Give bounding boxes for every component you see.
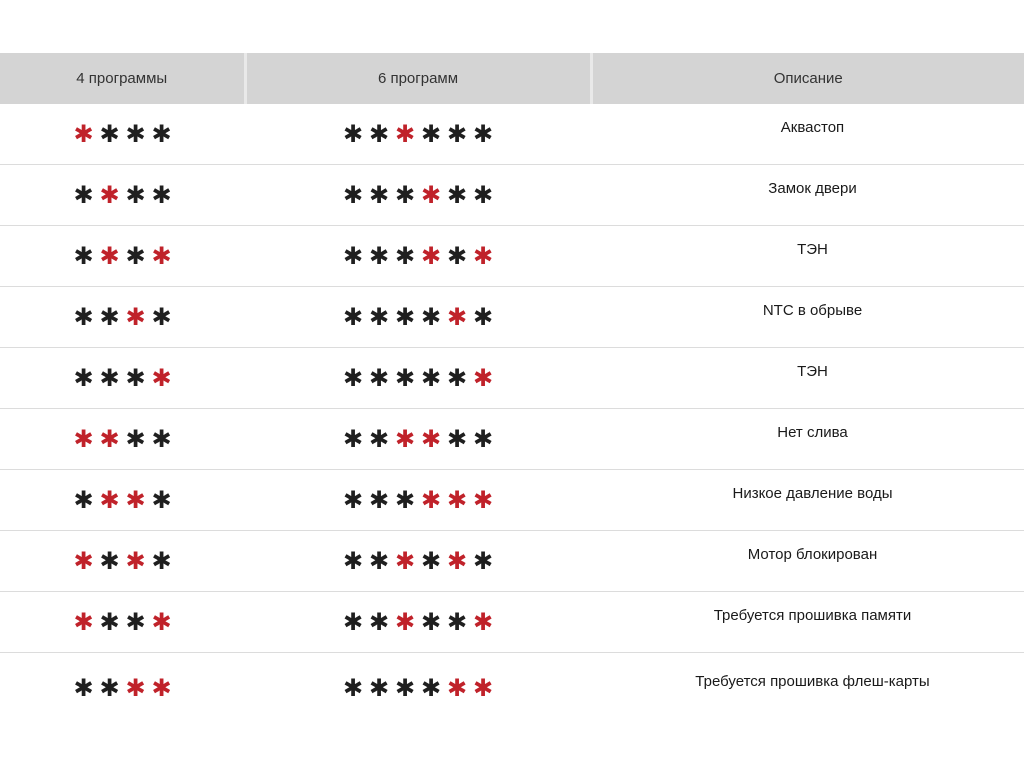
cell-6-programs [245,165,591,226]
lamp-off-icon: ✱ [151,119,172,148]
error-description: ТЭН [797,241,828,258]
error-description: Низкое давление воды [732,485,893,502]
lamp-on-icon: ✱ [125,546,146,575]
cell-4-programs [0,531,245,592]
lamp-on-icon: ✱ [99,424,120,453]
lamp-on-icon: ✱ [73,607,94,636]
lamp-on-icon: ✱ [446,302,468,331]
indicator-lamps [73,302,172,331]
lamp-off-icon: ✱ [420,607,442,636]
lamp-off-icon: ✱ [342,673,364,702]
lamp-off-icon: ✱ [125,241,146,270]
cell-description [591,226,1024,287]
lamp-off-icon: ✱ [73,363,94,392]
lamp-off-icon: ✱ [342,302,364,331]
cell-6-programs [245,470,591,531]
lamp-on-icon: ✱ [472,241,494,270]
table-row [0,409,1024,470]
lamp-off-icon: ✱ [342,180,364,209]
lamp-off-icon: ✱ [151,180,172,209]
cell-4-programs [0,226,245,287]
lamp-off-icon: ✱ [368,607,390,636]
lamp-on-icon: ✱ [394,607,416,636]
lamp-on-icon: ✱ [73,424,94,453]
error-description: ТЭН [797,363,828,380]
lamp-off-icon: ✱ [394,673,416,702]
lamp-off-icon: ✱ [420,673,442,702]
cell-description [591,287,1024,348]
lamp-off-icon: ✱ [472,546,494,575]
lamp-off-icon: ✱ [472,180,494,209]
lamp-on-icon: ✱ [394,424,416,453]
cell-4-programs [0,470,245,531]
lamp-on-icon: ✱ [73,546,94,575]
cell-description [591,165,1024,226]
cell-6-programs [245,409,591,470]
indicator-lamps [342,673,494,702]
indicator-lamps [342,363,494,392]
lamp-on-icon: ✱ [151,673,172,702]
lamp-on-icon: ✱ [73,119,94,148]
lamp-on-icon: ✱ [472,363,494,392]
header-row [0,53,1024,104]
cell-6-programs [245,226,591,287]
cell-description [591,653,1024,724]
cell-4-programs [0,165,245,226]
cell-4-programs [0,104,245,165]
cell-4-programs [0,409,245,470]
cell-4-programs [0,592,245,653]
cell-description [591,592,1024,653]
table-body [0,104,1024,723]
lamp-off-icon: ✱ [368,485,390,514]
lamp-on-icon: ✱ [151,241,172,270]
indicator-lamps [342,180,494,209]
indicator-lamps [73,241,172,270]
lamp-on-icon: ✱ [125,302,146,331]
error-description: Требуется прошивка памяти [713,607,912,624]
lamp-off-icon: ✱ [368,241,390,270]
header-6-programs: 6 программ [245,53,591,104]
lamp-off-icon: ✱ [99,673,120,702]
header-description: Описание [591,53,1024,104]
cell-description [591,470,1024,531]
lamp-off-icon: ✱ [151,485,172,514]
cell-4-programs [0,653,245,724]
table-row [0,592,1024,653]
lamp-off-icon: ✱ [472,302,494,331]
cell-6-programs [245,287,591,348]
table-row [0,104,1024,165]
table-row [0,653,1024,724]
table-row [0,470,1024,531]
indicator-lamps [342,119,494,148]
lamp-off-icon: ✱ [125,607,146,636]
lamp-on-icon: ✱ [394,119,416,148]
error-codes-table [0,53,1024,723]
lamp-off-icon: ✱ [73,485,94,514]
indicator-lamps [73,673,172,702]
lamp-on-icon: ✱ [151,607,172,636]
header-4-programs: 4 программы [0,53,245,104]
lamp-off-icon: ✱ [394,485,416,514]
table-header [0,53,1024,104]
lamp-off-icon: ✱ [394,302,416,331]
table-row [0,226,1024,287]
cell-6-programs [245,653,591,724]
lamp-on-icon: ✱ [125,673,146,702]
lamp-off-icon: ✱ [368,302,390,331]
lamp-off-icon: ✱ [99,607,120,636]
indicator-lamps [342,607,494,636]
lamp-off-icon: ✱ [446,241,468,270]
cell-4-programs [0,287,245,348]
lamp-off-icon: ✱ [99,302,120,331]
cell-6-programs [245,592,591,653]
error-description: Требуется прошивка флеш-карты [695,673,930,690]
lamp-off-icon: ✱ [472,119,494,148]
cell-description [591,409,1024,470]
error-description: Мотор блокирован [747,546,878,563]
error-description: Нет слива [777,424,848,441]
error-description: Аквастоп [780,119,845,136]
cell-6-programs [245,531,591,592]
lamp-off-icon: ✱ [446,119,468,148]
table-row [0,165,1024,226]
lamp-off-icon: ✱ [368,363,390,392]
lamp-off-icon: ✱ [342,546,364,575]
lamp-on-icon: ✱ [99,485,120,514]
lamp-off-icon: ✱ [151,302,172,331]
table-row [0,348,1024,409]
lamp-off-icon: ✱ [125,363,146,392]
cell-6-programs [245,348,591,409]
lamp-on-icon: ✱ [446,673,468,702]
cell-description [591,348,1024,409]
lamp-off-icon: ✱ [342,241,364,270]
indicator-lamps [73,485,172,514]
lamp-off-icon: ✱ [368,673,390,702]
lamp-off-icon: ✱ [394,180,416,209]
indicator-lamps [73,607,172,636]
lamp-off-icon: ✱ [151,424,172,453]
cell-description [591,531,1024,592]
lamp-off-icon: ✱ [394,241,416,270]
lamp-on-icon: ✱ [446,546,468,575]
indicator-lamps [342,241,494,270]
lamp-off-icon: ✱ [342,607,364,636]
lamp-off-icon: ✱ [368,119,390,148]
lamp-off-icon: ✱ [446,424,468,453]
lamp-off-icon: ✱ [420,546,442,575]
error-description: NTC в обрыве [762,302,863,319]
lamp-off-icon: ✱ [446,607,468,636]
table-row [0,531,1024,592]
lamp-off-icon: ✱ [73,673,94,702]
lamp-off-icon: ✱ [342,485,364,514]
lamp-on-icon: ✱ [420,424,442,453]
cell-description [591,104,1024,165]
indicator-lamps [73,180,172,209]
lamp-on-icon: ✱ [446,485,468,514]
lamp-off-icon: ✱ [342,119,364,148]
lamp-off-icon: ✱ [125,180,146,209]
lamp-on-icon: ✱ [420,180,442,209]
lamp-off-icon: ✱ [125,119,146,148]
indicator-lamps [342,546,494,575]
lamp-off-icon: ✱ [420,119,442,148]
lamp-off-icon: ✱ [99,546,120,575]
lamp-off-icon: ✱ [342,363,364,392]
cell-6-programs [245,104,591,165]
lamp-off-icon: ✱ [472,424,494,453]
lamp-on-icon: ✱ [420,485,442,514]
lamp-off-icon: ✱ [394,363,416,392]
lamp-on-icon: ✱ [394,546,416,575]
cell-4-programs [0,348,245,409]
lamp-off-icon: ✱ [342,424,364,453]
lamp-on-icon: ✱ [125,485,146,514]
lamp-off-icon: ✱ [446,363,468,392]
indicator-lamps [73,363,172,392]
lamp-off-icon: ✱ [368,180,390,209]
lamp-on-icon: ✱ [472,607,494,636]
indicator-lamps [73,546,172,575]
lamp-on-icon: ✱ [420,241,442,270]
lamp-on-icon: ✱ [99,180,120,209]
lamp-off-icon: ✱ [368,546,390,575]
lamp-off-icon: ✱ [73,180,94,209]
lamp-off-icon: ✱ [151,546,172,575]
lamp-off-icon: ✱ [125,424,146,453]
lamp-off-icon: ✱ [446,180,468,209]
lamp-off-icon: ✱ [420,302,442,331]
lamp-on-icon: ✱ [151,363,172,392]
lamp-off-icon: ✱ [99,119,120,148]
indicator-lamps [342,424,494,453]
indicator-lamps [342,485,494,514]
indicator-lamps [73,424,172,453]
indicator-lamps [342,302,494,331]
table-row [0,287,1024,348]
lamp-on-icon: ✱ [472,485,494,514]
indicator-lamps [73,119,172,148]
lamp-on-icon: ✱ [99,241,120,270]
lamp-off-icon: ✱ [420,363,442,392]
lamp-off-icon: ✱ [99,363,120,392]
error-description: Замок двери [768,180,857,197]
lamp-off-icon: ✱ [73,241,94,270]
lamp-off-icon: ✱ [368,424,390,453]
lamp-off-icon: ✱ [73,302,94,331]
lamp-on-icon: ✱ [472,673,494,702]
